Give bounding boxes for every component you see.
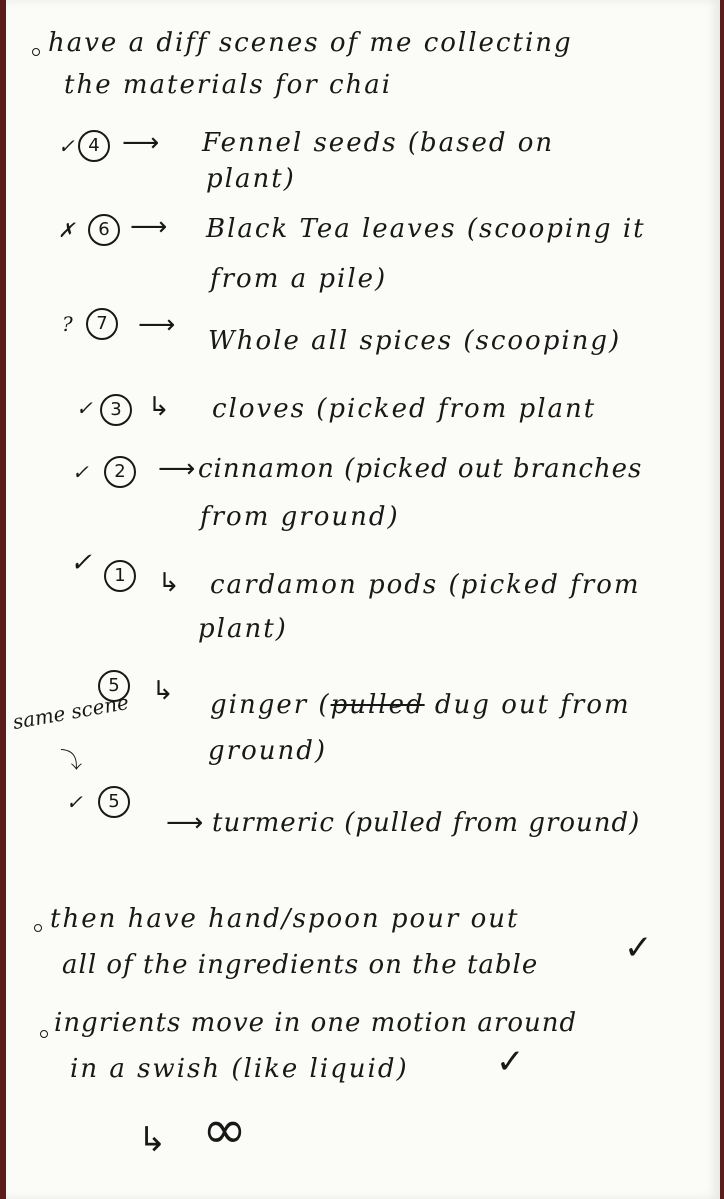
bullet2-line-1: then have hand/spoon pour out — [50, 904, 520, 934]
item-number-circle: 6 — [88, 214, 120, 246]
bullet2-line-2: all of the ingredients on the table — [62, 950, 539, 980]
item-text: turmeric (pulled from ground) — [212, 808, 641, 838]
notebook-page — [6, 0, 720, 1199]
item-number-circle: 4 — [78, 130, 110, 162]
item-number-circle: 5 — [98, 786, 130, 818]
item-number-circle: 1 — [104, 560, 136, 592]
item-status-mark: ✗ — [58, 218, 75, 242]
item-text: cinnamon (picked out branches — [198, 454, 643, 484]
item-number-circle: 3 — [100, 394, 132, 426]
item-text: cardamon pods (picked from — [210, 570, 641, 600]
item-text-cont: plant) — [206, 164, 296, 194]
item-text: Whole all spices (scooping) — [208, 326, 622, 356]
item-text: Black Tea leaves (scooping it — [206, 214, 646, 244]
struck-word: pulled — [330, 690, 425, 720]
item-text: Fennel seeds (based on — [202, 128, 555, 158]
item-status-mark: ✓ — [76, 396, 93, 420]
item-text-cont: plant) — [198, 614, 288, 644]
bullet-dot — [34, 924, 42, 932]
bullet-dot — [40, 1030, 48, 1038]
item-text-before: ginger ( — [210, 690, 331, 720]
bullet3-line-1: ingrients move in one motion around — [54, 1008, 578, 1038]
item-text: cloves (picked from plant — [212, 394, 597, 424]
infinity-icon: ∞ — [202, 1098, 247, 1161]
right-arrow-icon: ⟶ — [122, 128, 160, 158]
item-status-mark: ✓ — [58, 134, 75, 158]
item-text — [210, 690, 631, 720]
item-text-cont: ground) — [208, 736, 328, 766]
item-number-circle: 2 — [104, 456, 136, 488]
item-status-mark: ✓ — [72, 460, 89, 484]
right-arrow-icon: ⟶ — [166, 808, 204, 838]
item-number-circle: 5 — [98, 670, 130, 702]
item-text-cont: from ground) — [200, 502, 400, 532]
item-text-cont: from a pile) — [210, 264, 388, 294]
item-number-circle: 7 — [86, 308, 118, 340]
down-arrow-icon: ⤵ — [60, 749, 83, 774]
right-arrow-icon: ⟶ — [130, 212, 168, 242]
curved-arrow-icon: ↳ — [148, 392, 170, 422]
curved-arrow-icon: ↳ — [138, 1120, 167, 1160]
side-note: same scene — [10, 689, 131, 735]
curved-arrow-icon: ↳ — [152, 676, 174, 706]
bullet-dot — [32, 48, 40, 56]
item-status-mark: ? — [62, 312, 73, 336]
right-arrow-icon: ⟶ — [138, 310, 176, 340]
curved-arrow-icon: ↳ — [158, 568, 180, 598]
intro-line-2: the materials for chai — [64, 70, 393, 100]
item-status-mark: ✓ — [70, 548, 92, 578]
intro-line-1: have a diff scenes of me collecting — [48, 28, 573, 58]
item-text-after: dug out from — [424, 690, 631, 720]
check-mark-icon: ✓ — [624, 928, 653, 968]
check-mark-icon: ✓ — [496, 1042, 525, 1082]
right-arrow-icon: ⟶ — [158, 454, 196, 484]
bullet3-line-2: in a swish (like liquid) — [70, 1054, 409, 1084]
item-status-mark: ✓ — [66, 790, 83, 814]
